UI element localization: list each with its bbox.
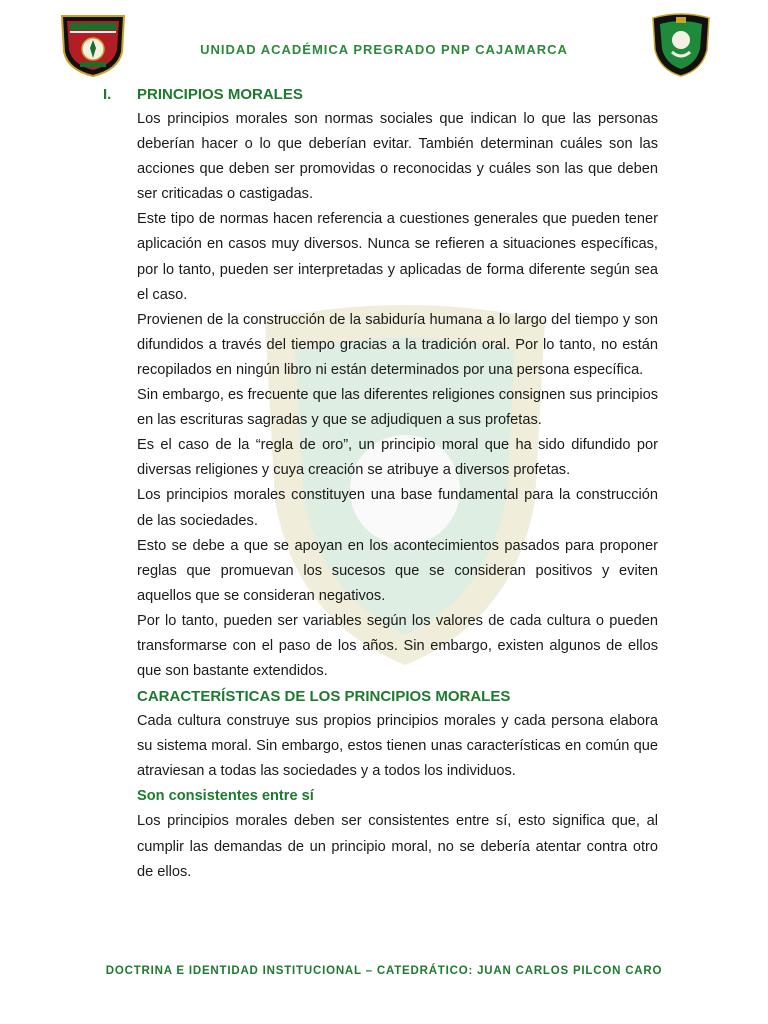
header-title: UNIDAD ACADÉMICA PREGRADO PNP CAJAMARCA [200,42,568,57]
paragraph: Esto se debe a que se apoyan en los acontecimientos pasados para proponer reglas que promuevan los sucesos que se consideran positivos y eviten aquellos que se consideran negativos. [137,537,658,604]
document-body [137,83,658,885]
paragraph: Los principios morales son normas sociales que indican lo que las personas deberían hacer o lo que deberían evitar. También determinan cuáles son las acciones que deben ser promovidas o reconocidas y cuáles son las que deben ser criticadas o castigadas. [137,111,658,203]
paragraph: Los principios morales constituyen una base fundamental para la construcción de las sociedades. [137,487,658,529]
cajamarca-unit-crest-icon [650,12,712,78]
paragraph: Sin embargo, es frecuente que las diferentes religiones consignen sus principios en las escrituras sagradas y que se adjudiquen a sus profetas. [137,387,658,429]
paragraph: Cada cultura construye sus propios principios morales y cada persona elabora su sistema moral. Sin embargo, estos tienen unas características en común que atraviesan a todas las sociedades y a todos los individuos. [137,713,658,780]
paragraph: Es el caso de la “regla de oro”, un principio moral que ha sido difundido por diversas religiones y cuya creación se atribuye a diversos profetas. [137,437,658,479]
paragraph: Provienen de la construcción de la sabiduría humana a lo largo del tiempo y son difundidos a través del tiempo gracias a la tradición oral. Por lo tanto, no están recopilados en ningún libro ni están determinados por una persona específica. [137,311,658,378]
subheading: Son consistentes entre sí [137,788,314,805]
paragraph: Por lo tanto, pueden ser variables según los valores de cada cultura o pueden transformarse con el paso de los años. Sin embargo, existen algunos de ellos que son bastante extendidos. [137,612,658,680]
paragraph: Este tipo de normas hacen referencia a cuestiones generales que pueden tener aplicación en casos muy diversos. Nunca se refieren a situaciones específicas, por lo tanto, pueden ser interpretadas y aplicadas de forma diferente según sea el caso. [137,211,658,303]
section-title: PRINCIPIOS MORALES [137,86,303,103]
section-number: I. [103,86,112,103]
paragraph: Los principios morales deben ser consistentes entre sí, esto significa que, al cumplir las demandas de un principio moral, no se debería atentar contra otro de ellos. [137,813,658,880]
characteristics-title: CARACTERÍSTICAS DE LOS PRINCIPIOS MORALES [137,688,511,706]
footer: DOCTRINA E IDENTIDAD INSTITUCIONAL – CATEDRÁTICO: JUAN CARLOS PILCON CARO [105,965,663,977]
